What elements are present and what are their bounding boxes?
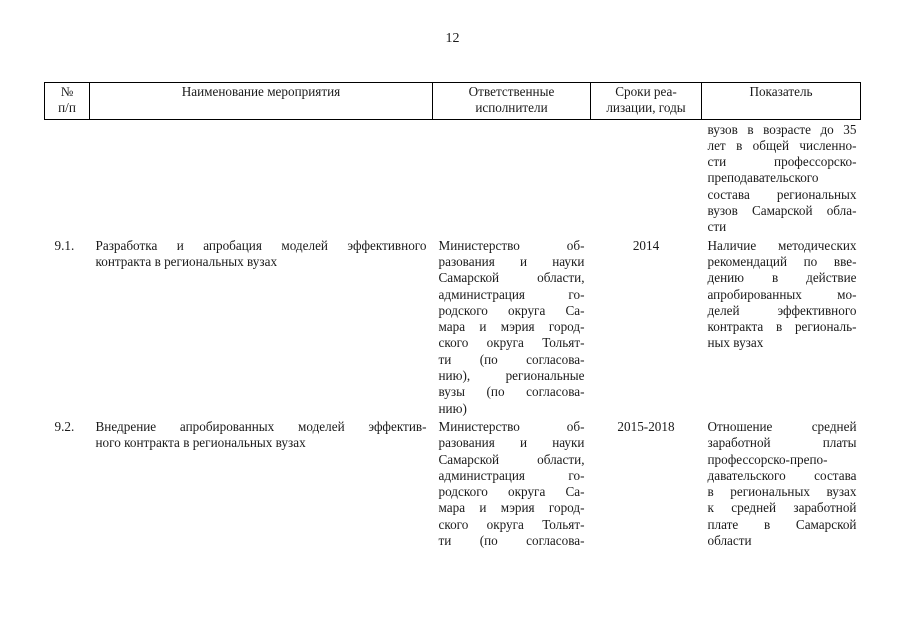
indicator-line: к средней заработной xyxy=(707,500,857,516)
header-num xyxy=(45,83,90,120)
table-row-9-2 xyxy=(45,417,861,549)
exec-line: администрация го- xyxy=(438,286,585,302)
indicator-line: вузов Самарской обла- xyxy=(707,203,857,219)
indicator-line: плате в Самарской xyxy=(707,516,857,532)
exec-line: ти (по согласова- xyxy=(438,533,585,549)
header-name-line-1: Наименование мероприятия xyxy=(181,84,341,99)
indicator xyxy=(702,236,861,417)
exec-line: разования и науки xyxy=(438,435,585,451)
continuation-indicator xyxy=(702,119,861,236)
term: 2014 xyxy=(632,237,660,253)
exec-line: родского округа Са- xyxy=(438,484,585,500)
executors xyxy=(433,236,591,417)
indicator-line: делей эффективного xyxy=(707,302,857,318)
measure-name xyxy=(90,417,433,549)
page-number: 12 xyxy=(445,31,460,46)
header-indicator xyxy=(702,83,861,120)
header-exec-line-1: Ответственные xyxy=(468,84,555,99)
indicator-line: лет в общей численно- xyxy=(707,137,857,153)
exec-line: мара и мэрия город- xyxy=(438,319,585,335)
name-line: Внедрение апробированных моделей эффектив- xyxy=(95,418,427,434)
term: 2015-2018 xyxy=(617,418,675,434)
indicator-line: в региональных вузах xyxy=(707,484,857,500)
header-terms xyxy=(591,83,702,120)
indicator-line: контракта в региональ- xyxy=(707,319,857,335)
exec-line: вузы (по согласова- xyxy=(438,384,585,400)
table-header-row xyxy=(45,83,861,120)
executors xyxy=(433,417,591,549)
indicator-line: профессорско-препо- xyxy=(707,451,828,467)
header-executors xyxy=(433,83,591,120)
header-term-line-1: Сроки реа- xyxy=(615,84,677,99)
indicator-line: области xyxy=(707,533,752,549)
name-line: ного контракта в региональных вузах xyxy=(95,435,306,451)
exec-line: родского округа Са- xyxy=(438,302,585,318)
indicator-line: давательского состава xyxy=(707,467,857,483)
indicator-line: апробированных мо- xyxy=(707,286,857,302)
exec-line: мара и мэрия город- xyxy=(438,500,585,516)
exec-line: Министерство об- xyxy=(438,418,585,434)
exec-line: Министерство об- xyxy=(438,237,585,253)
exec-line: разования и науки xyxy=(438,253,585,269)
header-num-line-1: № xyxy=(60,84,74,99)
indicator-line: сти xyxy=(707,219,727,235)
measures-table xyxy=(44,82,861,549)
indicator-line: рекомендаций по вве- xyxy=(707,253,857,269)
indicator-line: дению в действие xyxy=(707,270,857,286)
indicator-line: ных вузах xyxy=(707,335,764,351)
header-name xyxy=(90,83,433,120)
table-row-9-1 xyxy=(45,236,861,417)
exec-line: Самарской области, xyxy=(438,270,585,286)
name-line: контракта в региональных вузах xyxy=(95,253,278,269)
table-row-continuation xyxy=(45,119,861,236)
exec-line: ского округа Тольят- xyxy=(438,516,585,532)
row-number: 9.1. xyxy=(54,237,75,253)
header-term-line-2: лизации, годы xyxy=(606,100,686,116)
indicator xyxy=(702,417,861,549)
exec-line: нию), региональные xyxy=(438,368,585,384)
header-num-line-2: п/п xyxy=(58,100,76,116)
name-line: Разработка и апробация моделей эффективного xyxy=(95,237,427,253)
header-exec-line-2: исполнители xyxy=(475,100,548,116)
header-ind-line-1: Показатель xyxy=(749,84,813,99)
indicator-line: вузов в возрасте до 35 xyxy=(707,121,857,137)
exec-line: ти (по согласова- xyxy=(438,351,585,367)
indicator-line: Отношение средней xyxy=(707,418,857,434)
exec-line: администрация го- xyxy=(438,467,585,483)
exec-line: ского округа Тольят- xyxy=(438,335,585,351)
indicator-line: сти профессорско- xyxy=(707,154,857,170)
indicator-line: преподавательского xyxy=(707,170,819,186)
exec-line: нию) xyxy=(438,400,467,416)
indicator-line: заработной платы xyxy=(707,435,857,451)
indicator-line: Наличие методических xyxy=(707,237,857,253)
row-number: 9.2. xyxy=(54,418,75,434)
indicator-line: состава региональных xyxy=(707,186,857,202)
exec-line: Самарской области, xyxy=(438,451,585,467)
measure-name xyxy=(90,236,433,417)
